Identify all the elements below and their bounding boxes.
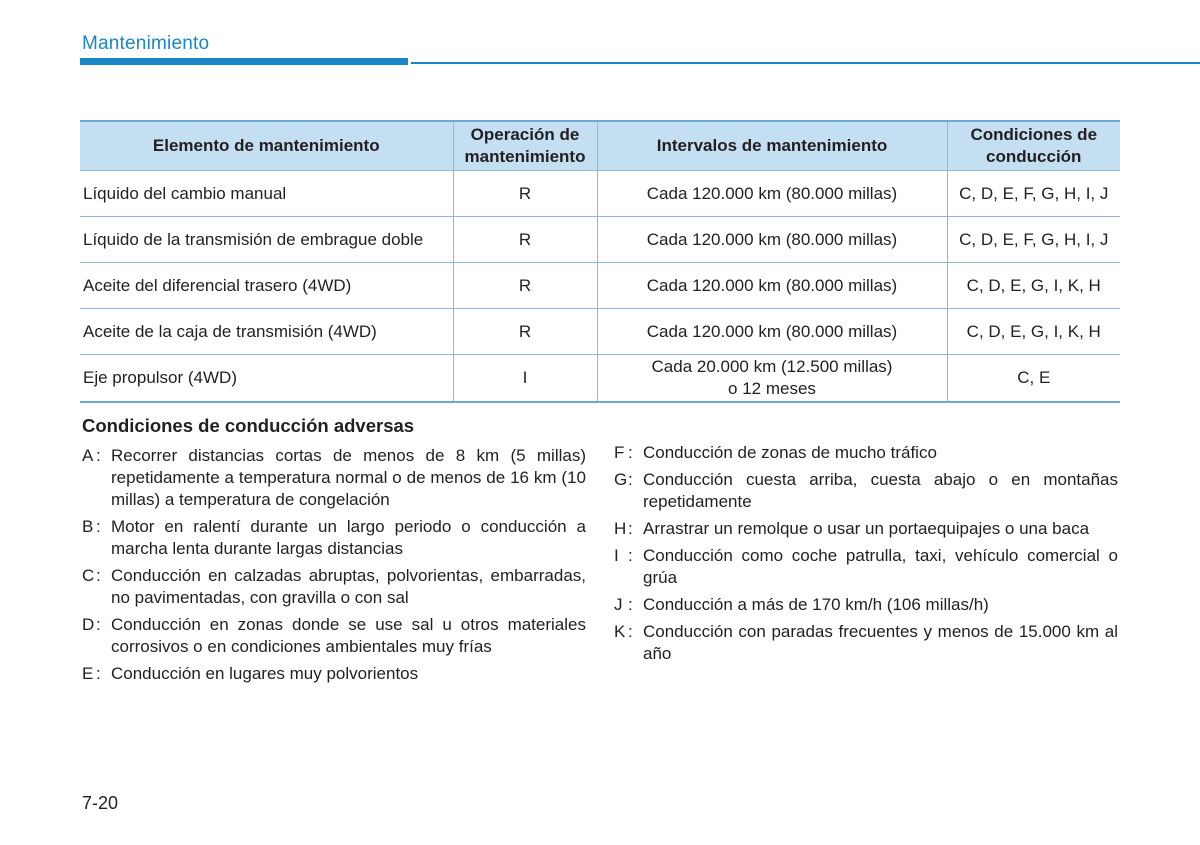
maintenance-table — [80, 120, 1120, 403]
condition-text: Conducción a más de 170 km/h (106 millas/h) — [643, 595, 989, 614]
condition-text: Conducción en calzadas abruptas, polvorientas, embarradas, no pavimentadas, con gravilla o con sal — [111, 566, 586, 607]
cell-element: Eje propulsor (4WD) — [80, 355, 453, 403]
cell-operation: R — [453, 171, 597, 217]
condition-text: Conducción cuesta arriba, cuesta abajo o en montañas repetidamente — [643, 470, 1118, 511]
header-operation: Operación de mantenimiento — [453, 121, 597, 171]
condition-item-b: B : Motor en ralentí durante un largo periodo o conducción a marcha lenta durante largas distancias — [82, 517, 586, 558]
condition-letter: G — [614, 470, 628, 489]
adverse-conditions-left-column — [82, 445, 586, 690]
cell-interval — [597, 355, 947, 403]
cell-interval-line1: Cada 20.000 km (12.500 millas) — [651, 357, 893, 376]
condition-item-f: F : Conducción de zonas de mucho tráfico — [614, 442, 1118, 464]
condition-text: Recorrer distancias cortas de menos de 8 km (5 millas) repetidamente a temperatura normal o de menos de 16 km (10 millas) a temperatura de congelación — [111, 446, 586, 509]
condition-item-k: K : Conducción con paradas frecuentes y menos de 15.000 km al año — [614, 622, 1118, 663]
cell-element: Líquido del cambio manual — [80, 171, 453, 217]
cell-conditions: C, E — [947, 355, 1120, 403]
condition-item-i: I : Conducción como coche patrulla, taxi, vehículo comercial o grúa — [614, 546, 1118, 587]
condition-item-g: G : Conducción cuesta arriba, cuesta abajo o en montañas repetidamente — [614, 470, 1118, 511]
header-element: Elemento de mantenimiento — [80, 121, 453, 171]
cell-interval: Cada 120.000 km (80.000 millas) — [597, 217, 947, 263]
cell-interval: Cada 120.000 km (80.000 millas) — [597, 309, 947, 355]
cell-conditions: C, D, E, G, I, K, H — [947, 263, 1120, 309]
condition-text: Conducción como coche patrulla, taxi, vehículo comercial o grúa — [643, 546, 1118, 587]
cell-conditions: C, D, E, F, G, H, I, J — [947, 217, 1120, 263]
cell-conditions: C, D, E, F, G, H, I, J — [947, 171, 1120, 217]
cell-element: Aceite de la caja de transmisión (4WD) — [80, 309, 453, 355]
condition-item-h: H : Arrastrar un remolque o usar un portaequipajes o una baca — [614, 518, 1118, 540]
condition-text: Arrastrar un remolque o usar un portaequipajes o una baca — [643, 519, 1090, 538]
page-number: 7-20 — [82, 793, 119, 813]
header-accent-bar — [80, 58, 408, 65]
cell-interval: Cada 120.000 km (80.000 millas) — [597, 263, 947, 309]
condition-item-j: J : Conducción a más de 170 km/h (106 millas/h) — [614, 594, 1118, 616]
condition-letter: C — [82, 566, 95, 585]
condition-text: Conducción con paradas frecuentes y menos de 15.000 km al año — [643, 622, 1118, 663]
header-conditions: Condiciones de conducción — [947, 121, 1120, 171]
condition-text: Conducción en lugares muy polvorientos — [111, 664, 419, 683]
condition-letter: A — [82, 446, 94, 465]
condition-letter: H — [614, 519, 627, 538]
cell-operation: R — [453, 309, 597, 355]
condition-text: Motor en ralentí durante un largo periodo o conducción a marcha lenta durante largas distancias — [111, 517, 586, 558]
condition-letter: B — [82, 517, 94, 536]
condition-item-e: E : Conducción en lugares muy polvorientos — [82, 663, 586, 685]
condition-letter: K — [614, 622, 626, 641]
table-row — [80, 217, 1120, 263]
table-row — [80, 355, 1120, 403]
condition-text: Conducción en zonas donde se use sal u otros materiales corrosivos o en condiciones ambientales muy frías — [111, 615, 586, 656]
table-header-row — [80, 121, 1120, 171]
cell-conditions: C, D, E, G, I, K, H — [947, 309, 1120, 355]
header-interval: Intervalos de mantenimiento — [597, 121, 947, 171]
cell-interval: Cada 120.000 km (80.000 millas) — [597, 171, 947, 217]
cell-operation: R — [453, 263, 597, 309]
cell-element: Líquido de la transmisión de embrague doble — [80, 217, 453, 263]
condition-letter: J — [614, 595, 623, 614]
condition-item-a: A : Recorrer distancias cortas de menos de 8 km (5 millas) repetidamente a temperatura normal o de menos de 16 km (10 millas) a temperatura de congelación — [82, 446, 586, 509]
table-row — [80, 309, 1120, 355]
table-row — [80, 263, 1120, 309]
condition-text: Conducción de zonas de mucho tráfico — [643, 443, 937, 462]
header-rule — [411, 62, 1200, 64]
cell-operation: R — [453, 217, 597, 263]
condition-letter: F — [614, 443, 625, 462]
condition-letter: E — [82, 664, 94, 683]
adverse-conditions-right-column — [614, 442, 1118, 670]
section-title: Mantenimiento — [82, 33, 210, 54]
cell-operation: I — [453, 355, 597, 403]
table-row — [80, 171, 1120, 217]
condition-letter: D — [82, 615, 95, 634]
condition-item-c: C : Conducción en calzadas abruptas, polvorientas, embarradas, no pavimentadas, con gravilla o con sal — [82, 566, 586, 607]
cell-interval-line2: o 12 meses — [728, 379, 816, 398]
condition-letter: I — [614, 546, 619, 565]
cell-element: Aceite del diferencial trasero (4WD) — [80, 263, 453, 309]
condition-item-d: D : Conducción en zonas donde se use sal u otros materiales corrosivos o en condiciones ambientales muy frías — [82, 615, 586, 656]
adverse-conditions-title: Condiciones de conducción adversas — [82, 415, 415, 436]
